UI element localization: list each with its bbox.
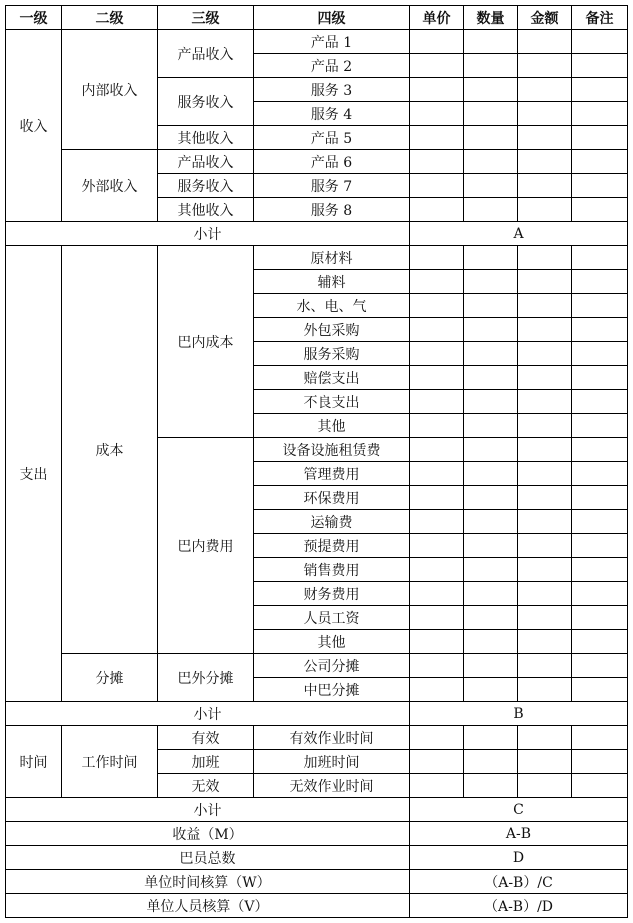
unit-price-cell[interactable] [410,342,464,366]
summary-value: （A-B）/C [410,870,628,894]
quantity-cell[interactable] [464,510,518,534]
expense-item: 人员工资 [254,606,410,630]
amount-cell[interactable] [518,342,572,366]
remark-cell[interactable] [572,486,628,510]
amount-cell[interactable] [518,462,572,486]
unit-price-cell[interactable] [410,198,464,222]
amount-cell[interactable] [518,294,572,318]
expense-item: 服务采购 [254,342,410,366]
income-product-income: 产品收入 [158,150,254,174]
expense-subtotal-row [6,702,628,726]
income-subtotal-row [6,222,628,246]
unit-price-cell[interactable] [410,126,464,150]
remark-cell[interactable] [572,246,628,270]
unit-price-cell[interactable] [410,78,464,102]
income-item: 产品 5 [254,126,410,150]
expense-item: 财务费用 [254,582,410,606]
table-row [6,150,628,174]
quantity-cell[interactable] [464,654,518,678]
income-item: 服务 4 [254,102,410,126]
amount-cell[interactable] [518,318,572,342]
expense-internal-cost: 巴内成本 [158,246,254,438]
remark-cell[interactable] [572,174,628,198]
remark-cell[interactable] [572,510,628,534]
amount-cell[interactable] [518,582,572,606]
unit-price-cell[interactable] [410,270,464,294]
income-item: 服务 7 [254,174,410,198]
quantity-cell[interactable] [464,30,518,54]
header-level3: 三级 [158,6,254,30]
income-service-income: 服务收入 [158,78,254,126]
amount-cell[interactable] [518,126,572,150]
unit-price-cell[interactable] [410,486,464,510]
accounting-table [5,5,628,918]
time-subtotal-value: C [410,798,628,822]
unit-price-cell[interactable] [410,414,464,438]
time-subtotal-row [6,798,628,822]
summary-row [6,894,628,918]
amount-cell[interactable] [518,678,572,702]
quantity-cell[interactable] [464,126,518,150]
expense-item: 中巴分摊 [254,678,410,702]
amount-cell[interactable] [518,726,572,750]
unit-price-cell[interactable] [410,558,464,582]
amount-cell[interactable] [518,78,572,102]
quantity-cell[interactable] [464,534,518,558]
quantity-cell[interactable] [464,174,518,198]
quantity-cell[interactable] [464,582,518,606]
expense-l1: 支出 [6,246,62,702]
quantity-cell[interactable] [464,774,518,798]
quantity-cell[interactable] [464,150,518,174]
expense-item: 环保费用 [254,486,410,510]
expense-subtotal-label: 小计 [6,702,410,726]
expense-internal-fee: 巴内费用 [158,438,254,654]
amount-cell[interactable] [518,750,572,774]
unit-price-cell[interactable] [410,174,464,198]
remark-cell[interactable] [572,582,628,606]
quantity-cell[interactable] [464,390,518,414]
quantity-cell[interactable] [464,486,518,510]
expense-cost: 成本 [62,246,158,654]
quantity-cell[interactable] [464,198,518,222]
quantity-cell[interactable] [464,630,518,654]
remark-cell[interactable] [572,54,628,78]
remark-cell[interactable] [572,438,628,462]
summary-label: 单位时间核算（W） [6,870,410,894]
remark-cell[interactable] [572,606,628,630]
income-service-income: 服务收入 [158,174,254,198]
summary-row [6,870,628,894]
income-other-income: 其他收入 [158,198,254,222]
unit-price-cell[interactable] [410,606,464,630]
income-l1: 收入 [6,30,62,222]
amount-cell[interactable] [518,414,572,438]
expense-external-allocation: 巴外分摊 [158,654,254,702]
remark-cell[interactable] [572,774,628,798]
expense-item: 外包采购 [254,318,410,342]
quantity-cell[interactable] [464,462,518,486]
unit-price-cell[interactable] [410,390,464,414]
header-unit-price: 单价 [410,6,464,30]
expense-item: 水、电、气 [254,294,410,318]
remark-cell[interactable] [572,102,628,126]
unit-price-cell[interactable] [410,534,464,558]
table-row [6,30,628,54]
time-l4: 加班时间 [254,750,410,774]
expense-item: 赔偿支出 [254,366,410,390]
amount-cell[interactable] [518,510,572,534]
quantity-cell[interactable] [464,342,518,366]
income-item: 服务 3 [254,78,410,102]
unit-price-cell[interactable] [410,726,464,750]
unit-price-cell[interactable] [410,438,464,462]
remark-cell[interactable] [572,342,628,366]
quantity-cell[interactable] [464,558,518,582]
income-other-income: 其他收入 [158,126,254,150]
amount-cell[interactable] [518,150,572,174]
amount-cell[interactable] [518,30,572,54]
time-l3: 加班 [158,750,254,774]
header-amount: 金额 [518,6,572,30]
header-row [6,6,628,30]
quantity-cell[interactable] [464,246,518,270]
expense-item: 设备设施租赁费 [254,438,410,462]
quantity-cell[interactable] [464,294,518,318]
income-external: 外部收入 [62,150,158,222]
unit-price-cell[interactable] [410,294,464,318]
amount-cell[interactable] [518,390,572,414]
expense-item: 管理费用 [254,462,410,486]
expense-item: 预提费用 [254,534,410,558]
income-product-income: 产品收入 [158,30,254,78]
time-subtotal-label: 小计 [6,798,410,822]
remark-cell[interactable] [572,78,628,102]
remark-cell[interactable] [572,414,628,438]
income-item: 服务 8 [254,198,410,222]
remark-cell[interactable] [572,318,628,342]
expense-item: 其他 [254,630,410,654]
remark-cell[interactable] [572,294,628,318]
quantity-cell[interactable] [464,438,518,462]
summary-value: A-B [410,822,628,846]
expense-item: 其他 [254,414,410,438]
amount-cell[interactable] [518,630,572,654]
quantity-cell[interactable] [464,678,518,702]
income-subtotal-value: A [410,222,628,246]
amount-cell[interactable] [518,606,572,630]
amount-cell[interactable] [518,54,572,78]
unit-price-cell[interactable] [410,30,464,54]
time-l4: 无效作业时间 [254,774,410,798]
unit-price-cell[interactable] [410,318,464,342]
remark-cell[interactable] [572,390,628,414]
time-l4: 有效作业时间 [254,726,410,750]
remark-cell[interactable] [572,126,628,150]
amount-cell[interactable] [518,558,572,582]
amount-cell[interactable] [518,174,572,198]
expense-item: 销售费用 [254,558,410,582]
header-quantity: 数量 [464,6,518,30]
unit-price-cell[interactable] [410,630,464,654]
summary-value: D [410,846,628,870]
unit-price-cell[interactable] [410,150,464,174]
remark-cell[interactable] [572,150,628,174]
remark-cell[interactable] [572,366,628,390]
expense-item: 辅料 [254,270,410,294]
summary-label: 收益（M） [6,822,410,846]
remark-cell[interactable] [572,534,628,558]
remark-cell[interactable] [572,558,628,582]
header-level4: 四级 [254,6,410,30]
amount-cell[interactable] [518,366,572,390]
quantity-cell[interactable] [464,726,518,750]
quantity-cell[interactable] [464,366,518,390]
amount-cell[interactable] [518,198,572,222]
unit-price-cell[interactable] [410,678,464,702]
amount-cell[interactable] [518,774,572,798]
remark-cell[interactable] [572,30,628,54]
unit-price-cell[interactable] [410,774,464,798]
time-work-time: 工作时间 [62,726,158,798]
summary-row [6,846,628,870]
unit-price-cell[interactable] [410,54,464,78]
quantity-cell[interactable] [464,270,518,294]
expense-item: 公司分摊 [254,654,410,678]
income-subtotal-label: 小计 [6,222,410,246]
remark-cell[interactable] [572,750,628,774]
quantity-cell[interactable] [464,414,518,438]
unit-price-cell[interactable] [410,246,464,270]
amount-cell[interactable] [518,438,572,462]
unit-price-cell[interactable] [410,102,464,126]
summary-value: （A-B）/D [410,894,628,918]
remark-cell[interactable] [572,198,628,222]
summary-row [6,822,628,846]
quantity-cell[interactable] [464,606,518,630]
income-item: 产品 1 [254,30,410,54]
amount-cell[interactable] [518,246,572,270]
summary-label: 单位人员核算（V） [6,894,410,918]
amount-cell[interactable] [518,102,572,126]
time-l3: 有效 [158,726,254,750]
summary-label: 巴员总数 [6,846,410,870]
quantity-cell[interactable] [464,54,518,78]
table-row [6,654,628,678]
expense-item: 原材料 [254,246,410,270]
table-row [6,246,628,270]
amount-cell[interactable] [518,270,572,294]
time-l1: 时间 [6,726,62,798]
income-item: 产品 6 [254,150,410,174]
table-row [6,726,628,750]
quantity-cell[interactable] [464,102,518,126]
remark-cell[interactable] [572,462,628,486]
expense-subtotal-value: B [410,702,628,726]
unit-price-cell[interactable] [410,462,464,486]
expense-allocation: 分摊 [62,654,158,702]
unit-price-cell[interactable] [410,510,464,534]
quantity-cell[interactable] [464,750,518,774]
time-l3: 无效 [158,774,254,798]
unit-price-cell[interactable] [410,750,464,774]
unit-price-cell[interactable] [410,366,464,390]
unit-price-cell[interactable] [410,654,464,678]
quantity-cell[interactable] [464,78,518,102]
header-remark: 备注 [572,6,628,30]
income-internal: 内部收入 [62,30,158,150]
income-item: 产品 2 [254,54,410,78]
header-level2: 二级 [62,6,158,30]
remark-cell[interactable] [572,726,628,750]
unit-price-cell[interactable] [410,582,464,606]
header-level1: 一级 [6,6,62,30]
expense-item: 运输费 [254,510,410,534]
expense-item: 不良支出 [254,390,410,414]
amount-cell[interactable] [518,486,572,510]
remark-cell[interactable] [572,630,628,654]
remark-cell[interactable] [572,654,628,678]
remark-cell[interactable] [572,270,628,294]
amount-cell[interactable] [518,534,572,558]
remark-cell[interactable] [572,678,628,702]
quantity-cell[interactable] [464,318,518,342]
amount-cell[interactable] [518,654,572,678]
